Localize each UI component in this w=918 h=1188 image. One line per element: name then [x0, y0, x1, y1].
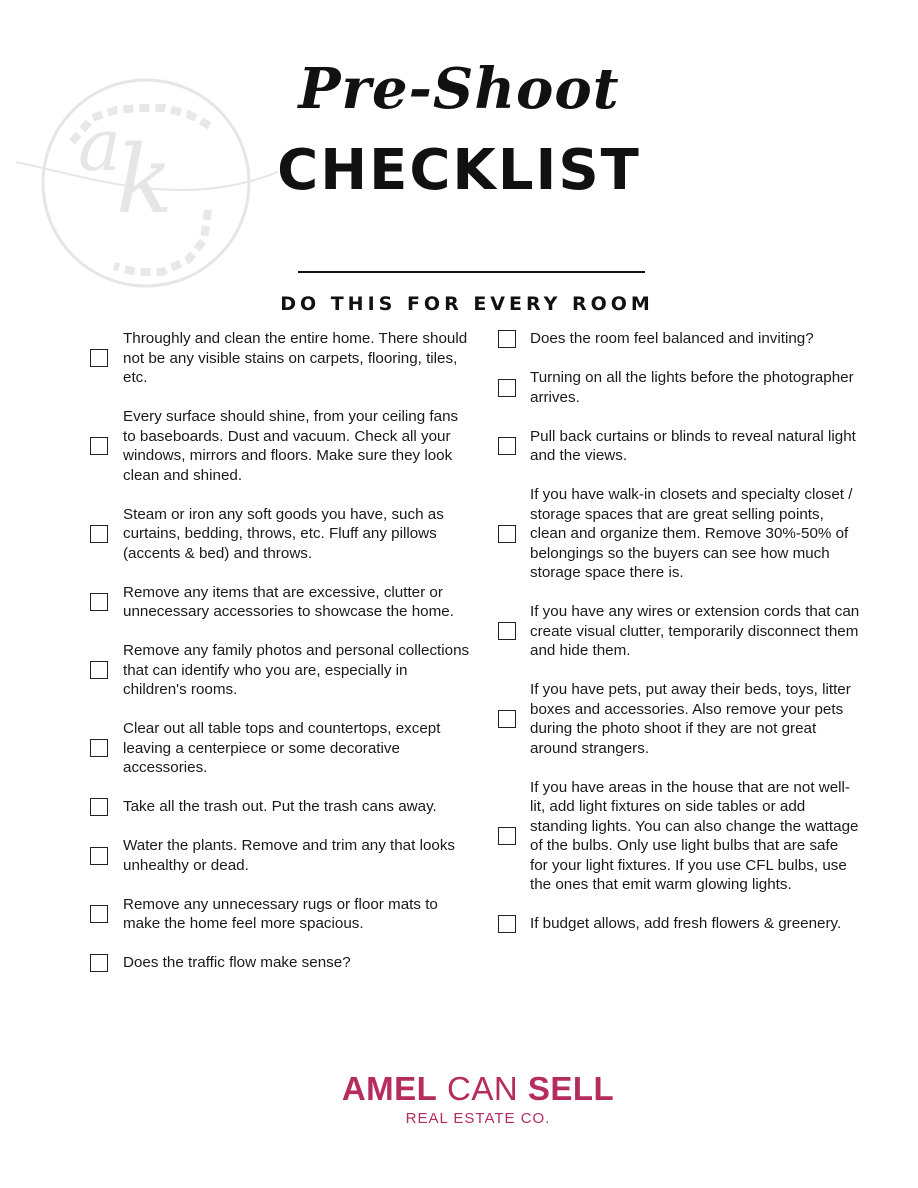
checklist-item-text: Throughly and clean the entire home. There should not be any visible stains on carpets, flooring, tiles, etc.	[123, 330, 468, 386]
checklist-item	[498, 427, 860, 466]
checklist-item-text: If you have any wires or extension cords that can create visual clutter, temporarily disconnect them and hide them.	[530, 603, 860, 659]
checklist-item-text: If you have pets, put away their beds, toys, litter boxes and accessories. Also remove your pets during the photo shoot if they are not great around strangers.	[530, 681, 851, 757]
checklist-item	[90, 895, 470, 934]
checkbox[interactable]	[90, 661, 108, 679]
brand-word-can: CAN	[446, 1070, 519, 1107]
checklist-item	[90, 797, 470, 817]
checkbox[interactable]	[90, 349, 108, 367]
checklist-item-text: If you have areas in the house that are not well-lit, add light fixtures on side tables or add standing lights. You can also change the wattage of the bulbs. Only use light bulbs that are safe for your light fixtures. If you use CFL bulbs, use the ones that emit warm glowing lights.	[530, 778, 859, 893]
checklist-item-text: Pull back curtains or blinds to reveal natural light and the views.	[530, 427, 856, 464]
title-script: Pre-Shoot	[298, 56, 620, 122]
checkbox[interactable]	[90, 798, 108, 816]
checklist-item-text: Every surface should shine, from your ceiling fans to baseboards. Dust and vacuum. Check all your windows, mirrors and floors. Make sure they look clean and shined.	[123, 408, 459, 484]
checklist-item-text: Does the room feel balanced and inviting?	[530, 330, 814, 347]
checkbox[interactable]	[498, 622, 516, 640]
checklist-right-column	[498, 329, 860, 934]
checklist-item	[498, 680, 860, 758]
checklist-item-text: Water the plants. Remove and trim any that looks unhealthy or dead.	[123, 837, 456, 874]
checklist-item	[90, 329, 470, 388]
checkbox[interactable]	[90, 437, 108, 455]
checklist-item	[90, 583, 470, 622]
checkbox[interactable]	[498, 330, 516, 348]
checkbox[interactable]	[90, 954, 108, 972]
checklist-left-column	[90, 329, 470, 973]
svg-text:k: k	[116, 126, 173, 235]
checkbox[interactable]	[90, 739, 108, 757]
title-divider	[298, 271, 645, 273]
checklist-item	[498, 602, 860, 661]
checklist-item-text: If you have walk-in closets and specialty closet / storage spaces that are great selling points, clean and organize them. Remove 30%-50% of belongings so the buyers can see how much storage space there is.	[530, 486, 853, 581]
checklist-item-text: Remove any family photos and personal collections that can identify who you are, especially in children's rooms.	[123, 642, 470, 698]
brand-word-amel: AMEL	[341, 1070, 438, 1107]
checklist-item-text: Steam or iron any soft goods you have, such as curtains, bedding, throws, etc. Fluff any pillows (accents & bed) and throws.	[123, 505, 444, 562]
checklist-item-text: Turning on all the lights before the photographer arrives.	[530, 369, 854, 406]
checklist-item	[498, 914, 860, 934]
checkbox[interactable]	[498, 379, 516, 397]
checklist-item	[90, 836, 470, 875]
checklist-item	[90, 407, 470, 485]
svg-text:a: a	[78, 103, 121, 187]
checkbox[interactable]	[498, 710, 516, 728]
checklist-item	[498, 368, 860, 407]
checklist-item-text: If budget allows, add fresh flowers & greenery.	[530, 915, 842, 932]
checklist-item	[90, 953, 470, 973]
checkbox[interactable]	[90, 905, 108, 923]
checklist-item-text: Take all the trash out. Put the trash cans away.	[123, 798, 437, 815]
checkbox[interactable]	[498, 915, 516, 933]
section-heading: DO THIS FOR EVERY ROOM	[280, 293, 654, 315]
checkbox[interactable]	[498, 437, 516, 455]
checklist-item-text: Does the traffic flow make sense?	[123, 954, 351, 971]
checklist-item	[498, 329, 860, 349]
checklist-item	[498, 778, 860, 895]
checkbox[interactable]	[498, 827, 516, 845]
checklist-item	[498, 485, 860, 583]
checkbox[interactable]	[90, 593, 108, 611]
title-main: CHECKLIST	[277, 138, 641, 203]
checkbox[interactable]	[90, 525, 108, 543]
footer-brand-logo	[0, 1070, 918, 1108]
checklist-item-text: Remove any unnecessary rugs or floor mats to make the home feel more spacious.	[123, 895, 438, 932]
checklist-item	[90, 505, 470, 564]
checklist-item-text: Clear out all table tops and countertops, except leaving a centerpiece or some decorative accessories.	[123, 720, 441, 776]
checklist-item-text: Remove any items that are excessive, clutter or unnecessary accessories to showcase the home.	[123, 583, 454, 620]
brand-word-sell: SELL	[527, 1070, 615, 1107]
checkbox[interactable]	[90, 847, 108, 865]
footer-brand-subtitle: REAL ESTATE CO.	[405, 1110, 551, 1127]
checklist-item	[90, 719, 470, 778]
checklist-item	[90, 641, 470, 700]
checkbox[interactable]	[498, 525, 516, 543]
